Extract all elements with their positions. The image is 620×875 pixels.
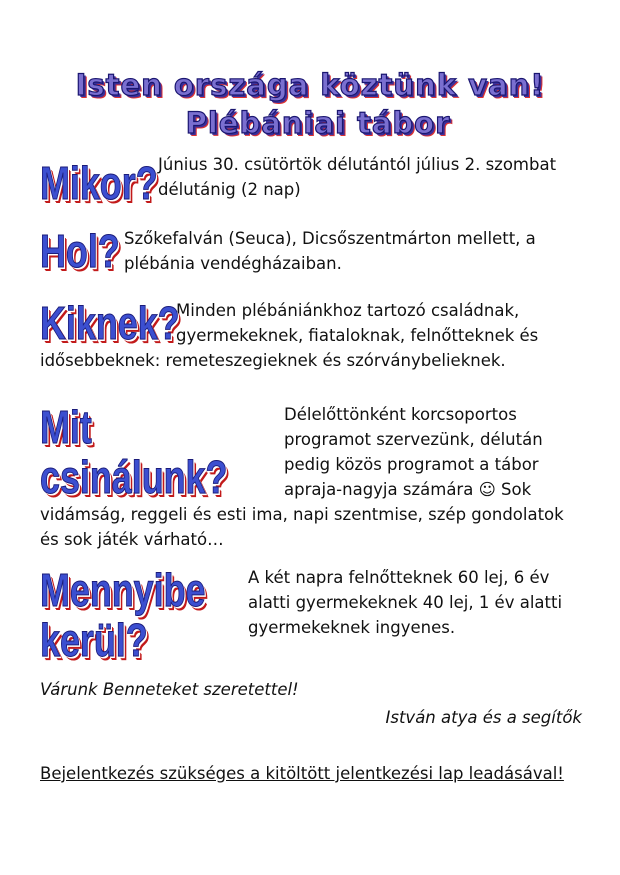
- section-heading: Mit csinálunk?: [40, 401, 228, 503]
- section-heading: Hol?: [40, 225, 120, 277]
- section-cost: [40, 564, 580, 666]
- section-text: Minden plébániánkhoz tartozó családnak, gyermekeknek, fiataloknak, felnőtteknek és idősebbeknek: remeteszegieknek és szórványbelieknek.: [40, 301, 539, 370]
- section-heading: Kiknek?: [40, 297, 180, 349]
- poster-title: Isten országa köztünk van!: [75, 68, 545, 102]
- signature: István atya és a segítők: [385, 708, 582, 727]
- registration-note: Bejelentkezés szükséges a kitöltött jelentkezési lap leadásával!: [40, 764, 564, 783]
- section-heading: Mennyibe kerül?: [40, 564, 206, 666]
- section-heading: Mikor?: [40, 157, 158, 209]
- section-when: [40, 152, 580, 212]
- section-text: Délelőttönként korcsoportos programot szervezünk, délután pedig közös programot a tábor apraja-nagyja számára ☺ Sok vidámság, reggeli és esti ima, napi szentmise, szép gondolatok és sok játék várható…: [40, 405, 564, 549]
- section-text: Szőkefalván (Seuca), Dicsőszentmárton mellett, a plébánia vendégházaiban.: [124, 229, 536, 273]
- section-for-whom: [40, 298, 580, 388]
- section-what-we-do: [40, 401, 580, 549]
- invitation-text: Várunk Benneteket szeretettel!: [40, 680, 299, 699]
- section-text: Június 30. csütörtök délutántól július 2. szombat délutánig (2 nap): [158, 155, 557, 199]
- section-where: [40, 226, 580, 286]
- section-text: A két napra felnőtteknek 60 lej, 6 év alatti gyermekeknek 40 lej, 1 év alatti gyermekeknek ingyenes.: [248, 568, 563, 637]
- poster-subtitle: Plébániai tábor: [185, 106, 451, 140]
